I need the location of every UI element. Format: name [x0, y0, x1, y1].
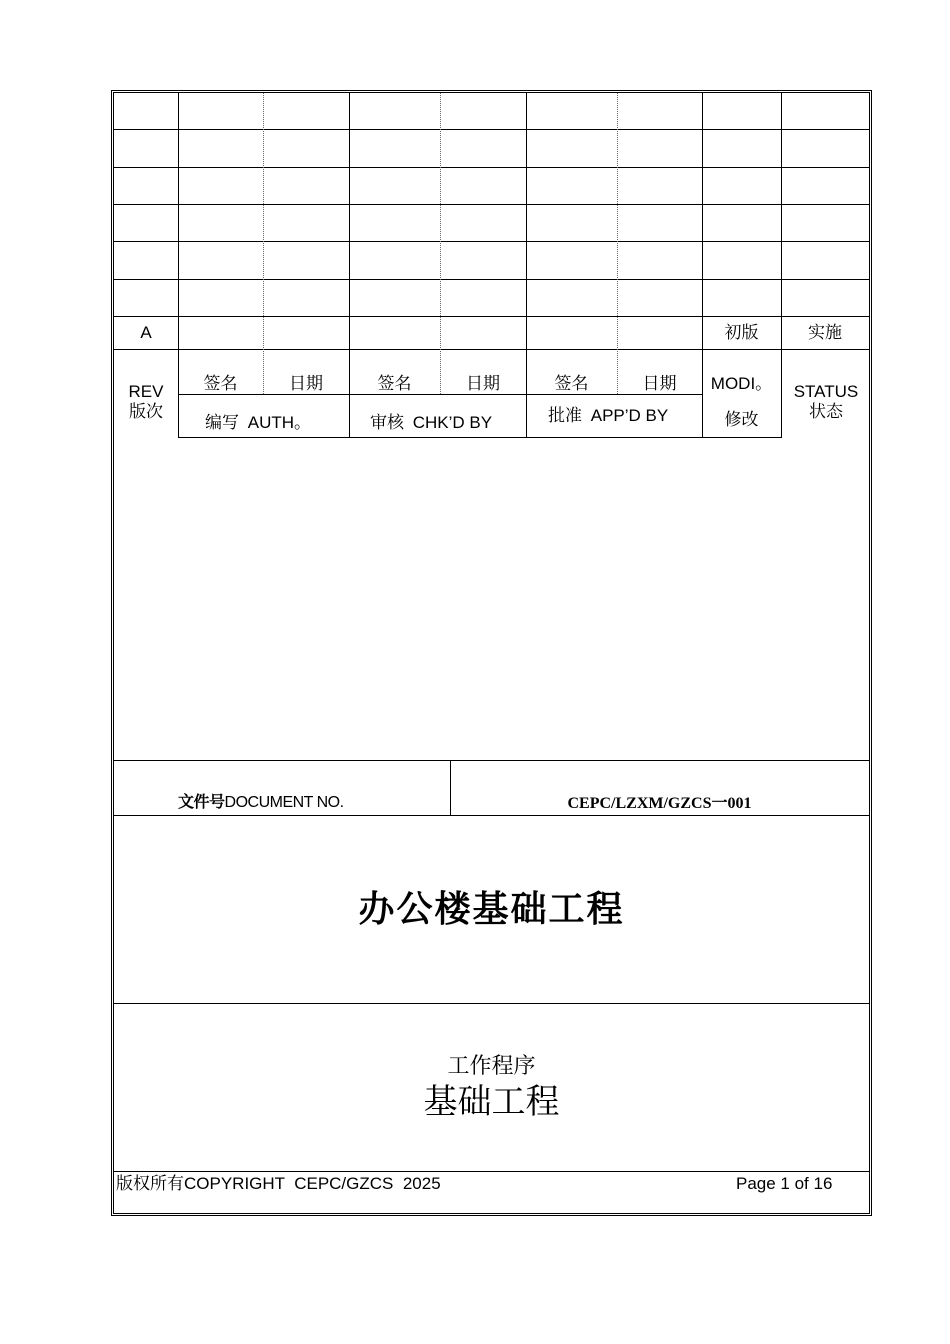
modi-header: MODI。 — [710, 374, 773, 393]
rev-header-cn: 版次 — [129, 402, 163, 421]
status-implement: 实施 — [808, 323, 842, 342]
copyright-en: COPYRIGHT CEPC/GZCS 2025 — [184, 1174, 441, 1193]
status-header-cn: 状态 — [809, 402, 843, 421]
subtitle-line-2: 基础工程 — [423, 1082, 560, 1122]
date-label-1: 日期 — [289, 374, 323, 393]
subtitle-line-1: 工作程序 — [447, 1053, 536, 1078]
sign-label-1: 签名 — [203, 374, 238, 393]
document-number-label — [178, 792, 344, 813]
app-label — [548, 406, 668, 426]
document-number-label-en: DOCUMENT NO. — [224, 794, 344, 811]
auth-label-cn: 编写 — [205, 413, 239, 432]
chk-label-cn: 审核 — [370, 413, 404, 432]
auth-label-en: AUTH。 — [247, 413, 312, 432]
app-label-cn: 批准 — [548, 406, 582, 425]
date-label-3: 日期 — [642, 374, 677, 393]
sign-label-2: 签名 — [377, 374, 412, 393]
footer-copyright — [116, 1174, 441, 1194]
modi-initial: 初版 — [724, 323, 759, 342]
copyright-cn: 版权所有 — [116, 1174, 184, 1193]
rev-a: A — [140, 323, 152, 342]
status-header: STATUS — [793, 382, 859, 401]
document-frame — [111, 90, 872, 1216]
document-title: 办公楼基础工程 — [358, 888, 625, 930]
app-label-en: APP’D BY — [590, 406, 669, 425]
sign-label-3: 签名 — [554, 374, 589, 393]
rev-header: REV — [128, 382, 164, 401]
date-label-2: 日期 — [466, 374, 500, 393]
page-number: Page 1 of 16 — [736, 1174, 833, 1193]
chk-label-en: CHK’D BY — [412, 413, 493, 432]
chk-label — [370, 413, 492, 433]
modi-header-cn: 修改 — [724, 410, 759, 429]
document-number-value: CEPC/LZXM/GZCS一001 — [567, 795, 752, 812]
document-number-label-cn: 文件号 — [178, 794, 225, 811]
auth-label — [205, 413, 311, 433]
